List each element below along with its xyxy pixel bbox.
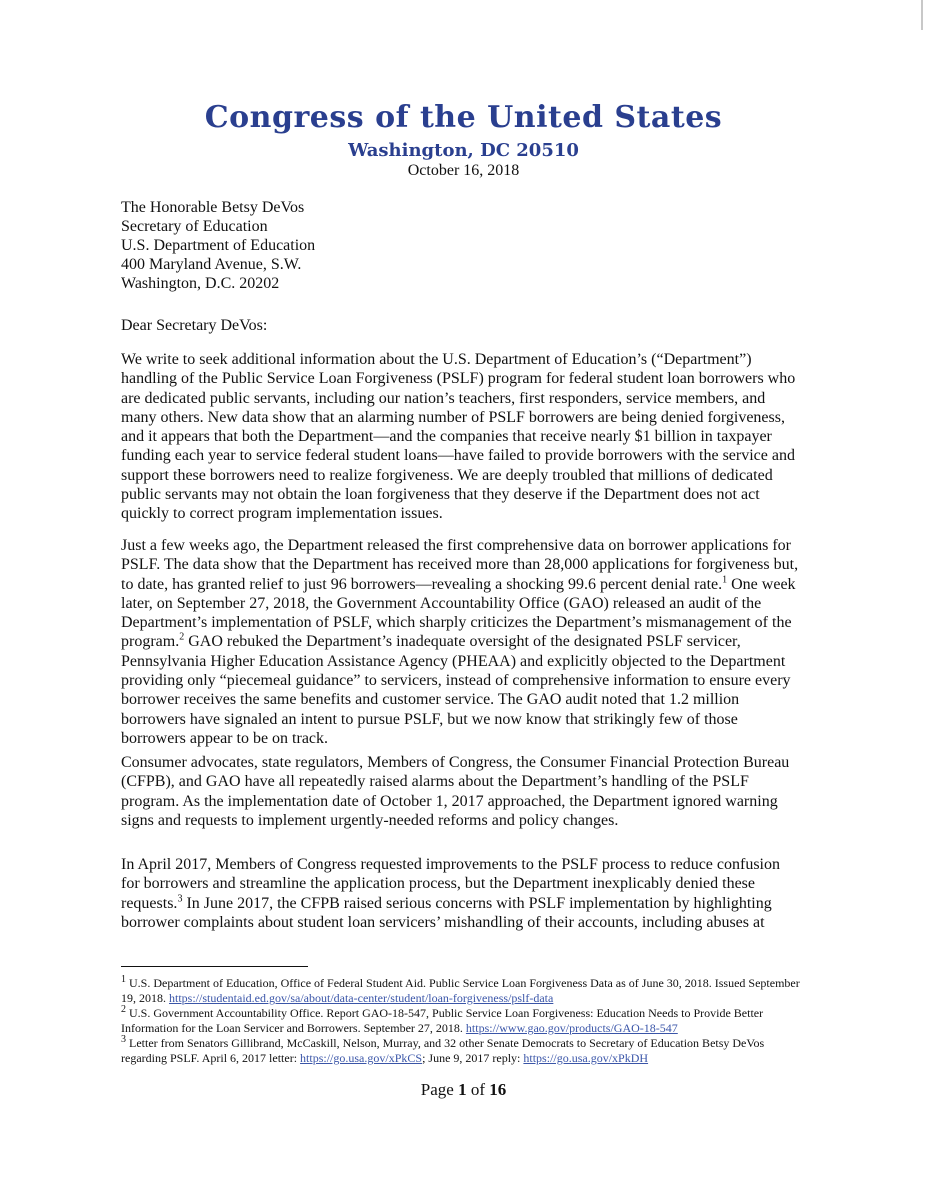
footnote-link[interactable]: https://www.gao.gov/products/GAO-18-547 xyxy=(465,1021,678,1035)
page-total: 16 xyxy=(489,1080,507,1099)
footnote-2 xyxy=(121,1006,801,1036)
scan-edge-mark xyxy=(921,0,923,30)
body-paragraph-1: We write to seek additional information about the U.S. Department of Education’s (“Department”) handling of the Public Service Loan Forgiveness (PSLF) program for federal student loan borrowers who are dedicated public servants, including our nation’s teachers, first responders, service members, and many others. New data show that an alarming number of PSLF borrowers are being denied forgiveness, and it appears that both the Department—and the companies that receive nearly $1 billion in taxpayer funding each year to service federal student loans—have failed to provide borrowers with the service and support these borrowers need to realize forgiveness. We are deeply troubled that millions of dedicated public servants may not obtain the loan forgiveness that they deserve if the Department does not act quickly to correct program implementation issues. xyxy=(121,351,796,523)
recipient-line: Washington, D.C. 20202 xyxy=(121,275,280,292)
footnote-text: ; June 9, 2017 reply: xyxy=(422,1051,524,1065)
footnote-text: Letter from Senators Gillibrand, McCaskill, Nelson, Murray, and 32 other Senate Democrats to Secretary of Education Betsy DeVos regarding PSLF. April 6, 2017 letter: xyxy=(121,1036,765,1065)
footnote-1 xyxy=(121,976,801,1006)
page-current: 1 xyxy=(458,1080,467,1099)
footnote-number: 3 xyxy=(121,1034,126,1045)
letter-date: October 16, 2018 xyxy=(407,162,520,179)
footnote-text: U.S. Government Accountability Office. Report GAO-18-547, Public Service Loan Forgiveness: Education Needs to Provide Better Information for the Loan Servicer and Borrowers. September 27, 2018. xyxy=(121,1006,764,1035)
recipient-line: 400 Maryland Avenue, S.W. xyxy=(121,256,302,273)
footnote-ref[interactable]: 2 xyxy=(179,632,185,644)
paragraph-text: One week later, on September 27, 2018, the Government Accountability Office (GAO) released an audit of the Department’s implementation of PSLF, which sharply criticizes the Department’s mismanagement of the program. xyxy=(121,575,796,651)
letterhead-city: Washington, DC 20510 xyxy=(348,140,579,161)
footnote-number: 2 xyxy=(121,1004,126,1015)
page-label-prefix: Page xyxy=(420,1080,459,1099)
footnote-divider xyxy=(121,966,308,967)
body-paragraph-2 xyxy=(121,536,801,748)
footnote-link[interactable]: https://go.usa.gov/xPkCS xyxy=(300,1051,423,1065)
footnote-3 xyxy=(121,1036,801,1066)
body-paragraph-4 xyxy=(121,855,801,932)
footnote-ref[interactable]: 3 xyxy=(177,893,183,905)
paragraph-text: GAO rebuked the Department’s inadequate oversight of the designated PSLF servicer, Pennsylvania Higher Education Assistance Agency (PHEAA) and explicitly objected to the Department providing only “piecemeal guidance” to servicers, instead of comprehensive information to ensure every borrower receives the same benefits and customer service. The GAO audit noted that 1.2 million borrowers have signaled an intent to pursue PSLF, but we now know that strikingly few of those borrowers appear to be on track. xyxy=(121,633,791,747)
salutation: Dear Secretary DeVos: xyxy=(121,317,268,334)
page-number xyxy=(0,1080,927,1100)
footnote-ref[interactable]: 1 xyxy=(722,574,728,586)
paragraph-text: Just a few weeks ago, the Department released the first comprehensive data on borrower applications for PSLF. The data show that the Department has received more than 28,000 applications for forgiveness but, to date, has granted relief to just 96 borrowers—revealing a shocking 99.6 percent denial rate. xyxy=(121,537,799,593)
footnote-link[interactable]: https://go.usa.gov/xPkDH xyxy=(523,1051,649,1065)
recipient-line: The Honorable Betsy DeVos xyxy=(121,199,305,216)
paragraph-text: In April 2017, Members of Congress requested improvements to the PSLF process to reduce confusion for borrowers and streamline the application process, but the Department inexplicably denied these requests. xyxy=(121,856,780,912)
footnotes xyxy=(121,976,801,1066)
recipient-line: U.S. Department of Education xyxy=(121,237,316,254)
paragraph-text: In June 2017, the CFPB raised serious concerns with PSLF implementation by highlighting borrower complaints about student loan servicers’ mishandling of their accounts, including abuses at xyxy=(121,894,772,931)
footnote-text: U.S. Department of Education, Office of Federal Student Aid. Public Service Loan Forgiveness Data as of June 30, 2018. Issued September 19, 2018. xyxy=(121,976,800,1005)
footnote-number: 1 xyxy=(121,974,126,985)
footnote-link[interactable]: https://studentaid.ed.gov/sa/about/data-center/student/loan-forgiveness/pslf-data xyxy=(169,991,554,1005)
recipient-line: Secretary of Education xyxy=(121,218,268,235)
body-paragraph-3: Consumer advocates, state regulators, Members of Congress, the Consumer Financial Protection Bureau (CFPB), and GAO have all repeatedly raised alarms about the Department’s handling of the PSLF program. As the implementation date of October 1, 2017 approached, the Department ignored warning signs and requests to implement urgently-needed reforms and policy changes. xyxy=(121,754,790,829)
letterhead-title: Congress of the United States xyxy=(204,100,723,135)
recipient-address xyxy=(121,198,315,293)
page-label-sep: of xyxy=(466,1080,490,1099)
